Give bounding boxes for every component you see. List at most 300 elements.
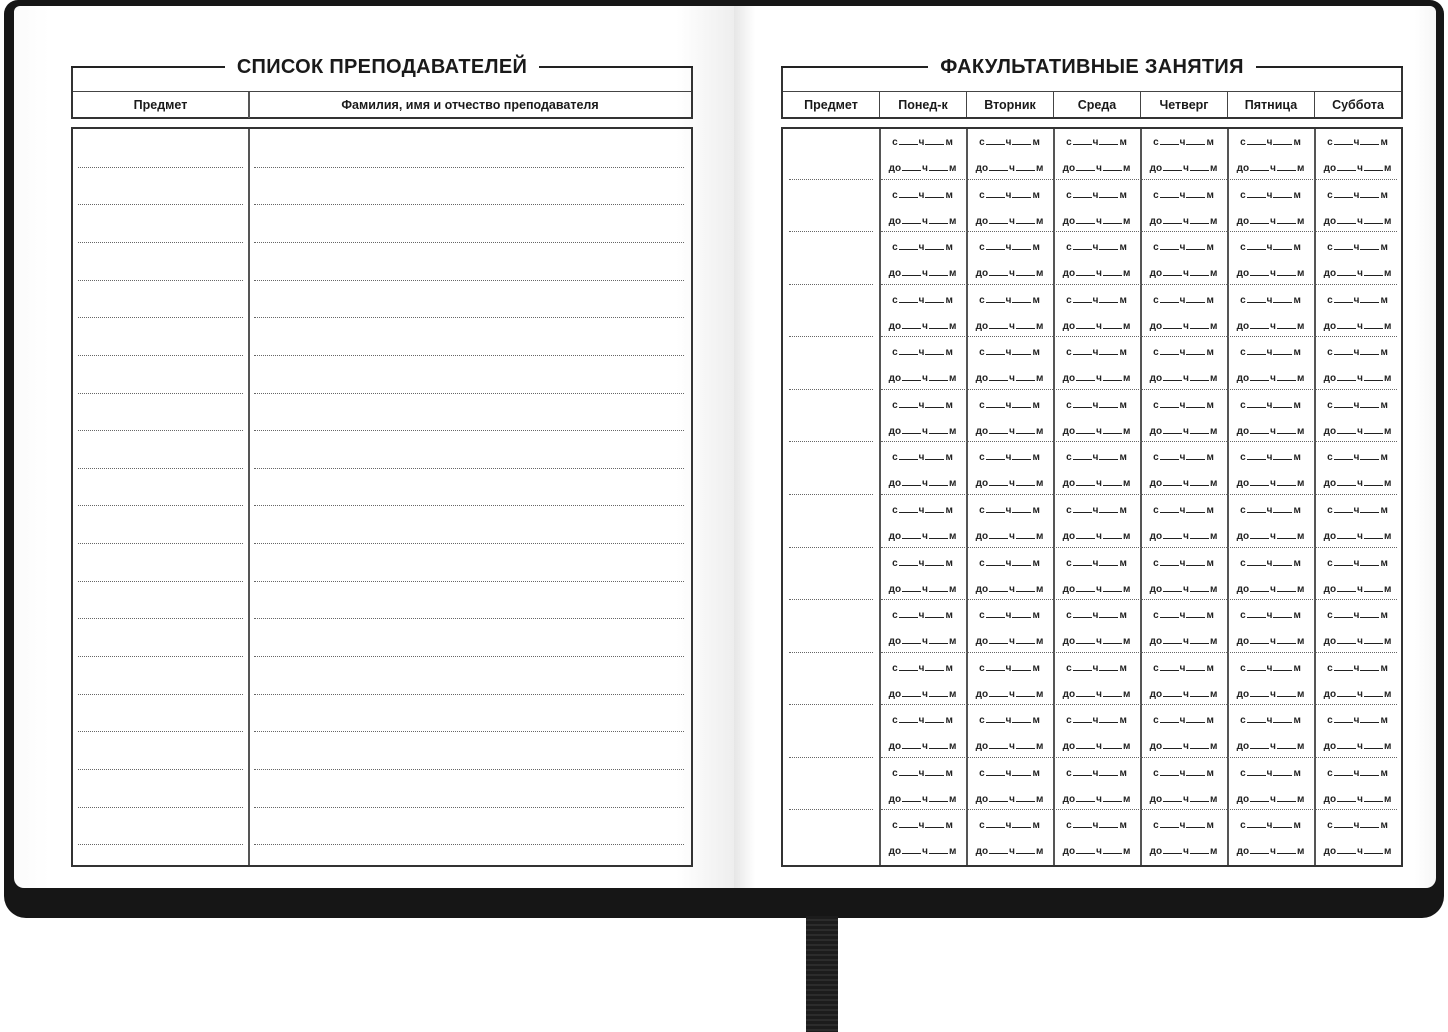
- minutes-blank[interactable]: [1103, 584, 1122, 592]
- minutes-blank[interactable]: [1277, 478, 1296, 486]
- hours-blank[interactable]: [1076, 741, 1095, 749]
- hours-blank[interactable]: [1247, 347, 1266, 355]
- hours-blank[interactable]: [1247, 663, 1266, 671]
- minutes-blank[interactable]: [925, 242, 944, 250]
- minutes-blank[interactable]: [929, 426, 948, 434]
- hours-blank[interactable]: [1163, 478, 1182, 486]
- subject-write-line[interactable]: [78, 656, 243, 657]
- subject-write-line[interactable]: [78, 355, 243, 356]
- time-slot[interactable]: [1227, 137, 1314, 174]
- time-slot[interactable]: [879, 820, 966, 857]
- time-slot[interactable]: [966, 452, 1053, 489]
- minutes-blank[interactable]: [1360, 558, 1379, 566]
- hours-blank[interactable]: [989, 321, 1008, 329]
- minutes-blank[interactable]: [1360, 452, 1379, 460]
- hours-blank[interactable]: [899, 242, 918, 250]
- minutes-blank[interactable]: [1186, 137, 1205, 145]
- time-slot[interactable]: [1314, 347, 1401, 384]
- hours-blank[interactable]: [1334, 820, 1353, 828]
- time-slot[interactable]: [1227, 347, 1314, 384]
- minutes-blank[interactable]: [1360, 347, 1379, 355]
- time-slot[interactable]: [879, 663, 966, 700]
- hours-blank[interactable]: [1250, 846, 1269, 854]
- minutes-blank[interactable]: [929, 794, 948, 802]
- hours-blank[interactable]: [1163, 373, 1182, 381]
- hours-blank[interactable]: [989, 373, 1008, 381]
- hours-blank[interactable]: [1160, 400, 1179, 408]
- minutes-blank[interactable]: [1012, 295, 1031, 303]
- hours-blank[interactable]: [1247, 295, 1266, 303]
- minutes-blank[interactable]: [1273, 610, 1292, 618]
- time-slot[interactable]: [1053, 190, 1140, 227]
- minutes-blank[interactable]: [1186, 400, 1205, 408]
- minutes-blank[interactable]: [1186, 242, 1205, 250]
- hours-blank[interactable]: [1334, 558, 1353, 566]
- minutes-blank[interactable]: [1103, 268, 1122, 276]
- time-slot[interactable]: [1227, 820, 1314, 857]
- hours-blank[interactable]: [902, 426, 921, 434]
- minutes-blank[interactable]: [1273, 242, 1292, 250]
- time-slot[interactable]: [1227, 242, 1314, 279]
- time-slot[interactable]: [966, 663, 1053, 700]
- time-slot[interactable]: [966, 295, 1053, 332]
- time-slot[interactable]: [1140, 558, 1227, 595]
- hours-blank[interactable]: [1250, 794, 1269, 802]
- hours-blank[interactable]: [986, 663, 1005, 671]
- minutes-blank[interactable]: [1364, 426, 1383, 434]
- hours-blank[interactable]: [989, 531, 1008, 539]
- hours-blank[interactable]: [1250, 741, 1269, 749]
- minutes-blank[interactable]: [1186, 295, 1205, 303]
- hours-blank[interactable]: [1337, 216, 1356, 224]
- hours-blank[interactable]: [902, 268, 921, 276]
- time-slot[interactable]: [1314, 820, 1401, 857]
- minutes-blank[interactable]: [929, 846, 948, 854]
- minutes-blank[interactable]: [1186, 610, 1205, 618]
- time-slot[interactable]: [879, 190, 966, 227]
- minutes-blank[interactable]: [925, 610, 944, 618]
- minutes-blank[interactable]: [1099, 768, 1118, 776]
- hours-blank[interactable]: [989, 478, 1008, 486]
- minutes-blank[interactable]: [1190, 373, 1209, 381]
- minutes-blank[interactable]: [1360, 663, 1379, 671]
- hours-blank[interactable]: [902, 321, 921, 329]
- hours-blank[interactable]: [1334, 715, 1353, 723]
- hours-blank[interactable]: [1076, 636, 1095, 644]
- hours-blank[interactable]: [989, 426, 1008, 434]
- subject-write-line[interactable]: [78, 167, 243, 168]
- time-slot[interactable]: [1227, 400, 1314, 437]
- time-slot[interactable]: [966, 610, 1053, 647]
- hours-blank[interactable]: [1247, 400, 1266, 408]
- minutes-blank[interactable]: [929, 636, 948, 644]
- hours-blank[interactable]: [986, 190, 1005, 198]
- time-slot[interactable]: [1053, 558, 1140, 595]
- time-slot[interactable]: [879, 452, 966, 489]
- hours-blank[interactable]: [1334, 400, 1353, 408]
- minutes-blank[interactable]: [1099, 610, 1118, 618]
- time-slot[interactable]: [1314, 295, 1401, 332]
- minutes-blank[interactable]: [1016, 846, 1035, 854]
- subject-write-line[interactable]: [78, 505, 243, 506]
- hours-blank[interactable]: [899, 558, 918, 566]
- hours-blank[interactable]: [899, 715, 918, 723]
- time-slot[interactable]: [1314, 242, 1401, 279]
- hours-blank[interactable]: [1076, 321, 1095, 329]
- hours-blank[interactable]: [1160, 295, 1179, 303]
- hours-blank[interactable]: [1160, 190, 1179, 198]
- hours-blank[interactable]: [1073, 820, 1092, 828]
- minutes-blank[interactable]: [929, 741, 948, 749]
- minutes-blank[interactable]: [1273, 137, 1292, 145]
- hours-blank[interactable]: [1247, 768, 1266, 776]
- hours-blank[interactable]: [1076, 846, 1095, 854]
- minutes-blank[interactable]: [925, 452, 944, 460]
- minutes-blank[interactable]: [1364, 531, 1383, 539]
- minutes-blank[interactable]: [1103, 636, 1122, 644]
- minutes-blank[interactable]: [1277, 321, 1296, 329]
- minutes-blank[interactable]: [1103, 689, 1122, 697]
- hours-blank[interactable]: [1337, 636, 1356, 644]
- hours-blank[interactable]: [1247, 137, 1266, 145]
- hours-blank[interactable]: [902, 478, 921, 486]
- minutes-blank[interactable]: [1190, 741, 1209, 749]
- hours-blank[interactable]: [986, 452, 1005, 460]
- minutes-blank[interactable]: [1099, 347, 1118, 355]
- teacher-write-line[interactable]: [254, 618, 684, 619]
- hours-blank[interactable]: [986, 347, 1005, 355]
- teacher-write-line[interactable]: [254, 167, 684, 168]
- minutes-blank[interactable]: [1273, 820, 1292, 828]
- hours-blank[interactable]: [1250, 531, 1269, 539]
- minutes-blank[interactable]: [929, 268, 948, 276]
- minutes-blank[interactable]: [1190, 426, 1209, 434]
- subject-write-line[interactable]: [789, 704, 873, 705]
- minutes-blank[interactable]: [1190, 478, 1209, 486]
- time-slot[interactable]: [1227, 610, 1314, 647]
- minutes-blank[interactable]: [1273, 558, 1292, 566]
- minutes-blank[interactable]: [1360, 295, 1379, 303]
- time-slot[interactable]: [1053, 400, 1140, 437]
- minutes-blank[interactable]: [1012, 558, 1031, 566]
- teacher-write-line[interactable]: [254, 430, 684, 431]
- hours-blank[interactable]: [1160, 768, 1179, 776]
- time-slot[interactable]: [1140, 400, 1227, 437]
- minutes-blank[interactable]: [1186, 452, 1205, 460]
- minutes-blank[interactable]: [1099, 663, 1118, 671]
- minutes-blank[interactable]: [1277, 636, 1296, 644]
- hours-blank[interactable]: [989, 689, 1008, 697]
- minutes-blank[interactable]: [925, 768, 944, 776]
- time-slot[interactable]: [1053, 347, 1140, 384]
- minutes-blank[interactable]: [1360, 137, 1379, 145]
- subject-write-line[interactable]: [78, 731, 243, 732]
- time-slot[interactable]: [1140, 505, 1227, 542]
- hours-blank[interactable]: [902, 531, 921, 539]
- time-slot[interactable]: [1053, 610, 1140, 647]
- minutes-blank[interactable]: [925, 347, 944, 355]
- hours-blank[interactable]: [1250, 584, 1269, 592]
- hours-blank[interactable]: [899, 452, 918, 460]
- hours-blank[interactable]: [1247, 452, 1266, 460]
- hours-blank[interactable]: [1250, 426, 1269, 434]
- hours-blank[interactable]: [1337, 741, 1356, 749]
- teacher-write-line[interactable]: [254, 280, 684, 281]
- minutes-blank[interactable]: [1360, 505, 1379, 513]
- hours-blank[interactable]: [1163, 531, 1182, 539]
- time-slot[interactable]: [966, 820, 1053, 857]
- minutes-blank[interactable]: [1273, 347, 1292, 355]
- teacher-write-line[interactable]: [254, 355, 684, 356]
- subject-write-line[interactable]: [78, 317, 243, 318]
- minutes-blank[interactable]: [1273, 505, 1292, 513]
- minutes-blank[interactable]: [1273, 190, 1292, 198]
- minutes-blank[interactable]: [1099, 505, 1118, 513]
- hours-blank[interactable]: [899, 505, 918, 513]
- teacher-write-line[interactable]: [254, 317, 684, 318]
- minutes-blank[interactable]: [1277, 426, 1296, 434]
- subject-write-line[interactable]: [78, 581, 243, 582]
- minutes-blank[interactable]: [1016, 216, 1035, 224]
- hours-blank[interactable]: [902, 846, 921, 854]
- time-slot[interactable]: [1053, 820, 1140, 857]
- hours-blank[interactable]: [1334, 242, 1353, 250]
- hours-blank[interactable]: [1076, 531, 1095, 539]
- hours-blank[interactable]: [1337, 794, 1356, 802]
- minutes-blank[interactable]: [1277, 689, 1296, 697]
- hours-blank[interactable]: [1160, 347, 1179, 355]
- minutes-blank[interactable]: [1012, 347, 1031, 355]
- minutes-blank[interactable]: [1103, 216, 1122, 224]
- hours-blank[interactable]: [1160, 663, 1179, 671]
- hours-blank[interactable]: [902, 636, 921, 644]
- time-slot[interactable]: [1227, 715, 1314, 752]
- minutes-blank[interactable]: [1012, 400, 1031, 408]
- minutes-blank[interactable]: [1190, 846, 1209, 854]
- minutes-blank[interactable]: [1103, 163, 1122, 171]
- minutes-blank[interactable]: [929, 584, 948, 592]
- subject-write-line[interactable]: [789, 757, 873, 758]
- minutes-blank[interactable]: [1277, 794, 1296, 802]
- hours-blank[interactable]: [1160, 558, 1179, 566]
- minutes-blank[interactable]: [1360, 820, 1379, 828]
- time-slot[interactable]: [1314, 137, 1401, 174]
- time-slot[interactable]: [1227, 558, 1314, 595]
- minutes-blank[interactable]: [1273, 715, 1292, 723]
- hours-blank[interactable]: [986, 295, 1005, 303]
- teacher-write-line[interactable]: [254, 505, 684, 506]
- hours-blank[interactable]: [902, 216, 921, 224]
- subject-write-line[interactable]: [78, 543, 243, 544]
- hours-blank[interactable]: [1073, 137, 1092, 145]
- minutes-blank[interactable]: [1099, 715, 1118, 723]
- time-slot[interactable]: [966, 505, 1053, 542]
- minutes-blank[interactable]: [1012, 820, 1031, 828]
- minutes-blank[interactable]: [1012, 768, 1031, 776]
- hours-blank[interactable]: [1337, 531, 1356, 539]
- time-slot[interactable]: [966, 558, 1053, 595]
- hours-blank[interactable]: [1160, 452, 1179, 460]
- time-slot[interactable]: [879, 715, 966, 752]
- time-slot[interactable]: [1053, 295, 1140, 332]
- hours-blank[interactable]: [1073, 190, 1092, 198]
- minutes-blank[interactable]: [925, 190, 944, 198]
- time-slot[interactable]: [1053, 452, 1140, 489]
- minutes-blank[interactable]: [1277, 584, 1296, 592]
- minutes-blank[interactable]: [925, 137, 944, 145]
- hours-blank[interactable]: [1250, 373, 1269, 381]
- minutes-blank[interactable]: [1364, 741, 1383, 749]
- hours-blank[interactable]: [1247, 558, 1266, 566]
- subject-write-line[interactable]: [78, 468, 243, 469]
- time-slot[interactable]: [1314, 400, 1401, 437]
- hours-blank[interactable]: [1163, 584, 1182, 592]
- time-slot[interactable]: [879, 610, 966, 647]
- minutes-blank[interactable]: [1190, 163, 1209, 171]
- minutes-blank[interactable]: [1099, 820, 1118, 828]
- hours-blank[interactable]: [899, 768, 918, 776]
- teacher-write-line[interactable]: [254, 543, 684, 544]
- subject-write-line[interactable]: [789, 652, 873, 653]
- hours-blank[interactable]: [1073, 505, 1092, 513]
- minutes-blank[interactable]: [1103, 321, 1122, 329]
- hours-blank[interactable]: [1163, 689, 1182, 697]
- hours-blank[interactable]: [1163, 321, 1182, 329]
- subject-write-line[interactable]: [78, 844, 243, 845]
- minutes-blank[interactable]: [1364, 163, 1383, 171]
- hours-blank[interactable]: [1250, 689, 1269, 697]
- time-slot[interactable]: [1140, 820, 1227, 857]
- minutes-blank[interactable]: [1186, 768, 1205, 776]
- minutes-blank[interactable]: [925, 663, 944, 671]
- hours-blank[interactable]: [1337, 689, 1356, 697]
- minutes-blank[interactable]: [1016, 689, 1035, 697]
- time-slot[interactable]: [879, 400, 966, 437]
- minutes-blank[interactable]: [1103, 531, 1122, 539]
- hours-blank[interactable]: [1337, 163, 1356, 171]
- time-slot[interactable]: [879, 558, 966, 595]
- minutes-blank[interactable]: [929, 163, 948, 171]
- time-slot[interactable]: [1053, 663, 1140, 700]
- hours-blank[interactable]: [1073, 295, 1092, 303]
- time-slot[interactable]: [879, 242, 966, 279]
- minutes-blank[interactable]: [1103, 373, 1122, 381]
- minutes-blank[interactable]: [1364, 846, 1383, 854]
- minutes-blank[interactable]: [1186, 347, 1205, 355]
- hours-blank[interactable]: [1160, 242, 1179, 250]
- minutes-blank[interactable]: [1016, 478, 1035, 486]
- minutes-blank[interactable]: [1099, 295, 1118, 303]
- subject-write-line[interactable]: [78, 393, 243, 394]
- subject-write-line[interactable]: [78, 618, 243, 619]
- hours-blank[interactable]: [1247, 242, 1266, 250]
- minutes-blank[interactable]: [1012, 610, 1031, 618]
- minutes-blank[interactable]: [1016, 163, 1035, 171]
- time-slot[interactable]: [879, 768, 966, 805]
- hours-blank[interactable]: [986, 715, 1005, 723]
- hours-blank[interactable]: [1250, 163, 1269, 171]
- hours-blank[interactable]: [1073, 663, 1092, 671]
- hours-blank[interactable]: [986, 558, 1005, 566]
- hours-blank[interactable]: [989, 636, 1008, 644]
- hours-blank[interactable]: [1334, 663, 1353, 671]
- minutes-blank[interactable]: [1360, 190, 1379, 198]
- minutes-blank[interactable]: [1360, 610, 1379, 618]
- minutes-blank[interactable]: [1186, 820, 1205, 828]
- hours-blank[interactable]: [1076, 373, 1095, 381]
- time-slot[interactable]: [1140, 715, 1227, 752]
- hours-blank[interactable]: [1337, 846, 1356, 854]
- hours-blank[interactable]: [986, 820, 1005, 828]
- subject-write-line[interactable]: [789, 441, 873, 442]
- time-slot[interactable]: [1227, 295, 1314, 332]
- hours-blank[interactable]: [902, 741, 921, 749]
- hours-blank[interactable]: [1076, 478, 1095, 486]
- teacher-write-line[interactable]: [254, 694, 684, 695]
- time-slot[interactable]: [1314, 610, 1401, 647]
- hours-blank[interactable]: [989, 741, 1008, 749]
- time-slot[interactable]: [1140, 242, 1227, 279]
- minutes-blank[interactable]: [1190, 321, 1209, 329]
- teacher-write-line[interactable]: [254, 769, 684, 770]
- subject-write-line[interactable]: [78, 769, 243, 770]
- time-slot[interactable]: [1314, 663, 1401, 700]
- hours-blank[interactable]: [899, 610, 918, 618]
- time-slot[interactable]: [966, 347, 1053, 384]
- minutes-blank[interactable]: [1273, 768, 1292, 776]
- time-slot[interactable]: [1140, 190, 1227, 227]
- minutes-blank[interactable]: [1103, 794, 1122, 802]
- subject-write-line[interactable]: [78, 807, 243, 808]
- hours-blank[interactable]: [1337, 373, 1356, 381]
- hours-blank[interactable]: [1334, 295, 1353, 303]
- hours-blank[interactable]: [1334, 452, 1353, 460]
- time-slot[interactable]: [879, 295, 966, 332]
- time-slot[interactable]: [1227, 452, 1314, 489]
- time-slot[interactable]: [1140, 452, 1227, 489]
- time-slot[interactable]: [1227, 663, 1314, 700]
- minutes-blank[interactable]: [1277, 741, 1296, 749]
- minutes-blank[interactable]: [1103, 426, 1122, 434]
- minutes-blank[interactable]: [1186, 505, 1205, 513]
- minutes-blank[interactable]: [1273, 663, 1292, 671]
- hours-blank[interactable]: [1250, 268, 1269, 276]
- hours-blank[interactable]: [1160, 715, 1179, 723]
- hours-blank[interactable]: [1076, 163, 1095, 171]
- minutes-blank[interactable]: [1016, 531, 1035, 539]
- minutes-blank[interactable]: [1099, 190, 1118, 198]
- subject-write-line[interactable]: [78, 242, 243, 243]
- subject-write-line[interactable]: [789, 284, 873, 285]
- hours-blank[interactable]: [1337, 426, 1356, 434]
- time-slot[interactable]: [879, 347, 966, 384]
- minutes-blank[interactable]: [1190, 636, 1209, 644]
- minutes-blank[interactable]: [1190, 268, 1209, 276]
- hours-blank[interactable]: [1247, 715, 1266, 723]
- hours-blank[interactable]: [986, 505, 1005, 513]
- minutes-blank[interactable]: [1012, 137, 1031, 145]
- time-slot[interactable]: [1140, 137, 1227, 174]
- hours-blank[interactable]: [1247, 610, 1266, 618]
- hours-blank[interactable]: [1073, 347, 1092, 355]
- minutes-blank[interactable]: [1364, 268, 1383, 276]
- hours-blank[interactable]: [1163, 794, 1182, 802]
- minutes-blank[interactable]: [1099, 137, 1118, 145]
- minutes-blank[interactable]: [1016, 584, 1035, 592]
- hours-blank[interactable]: [986, 768, 1005, 776]
- hours-blank[interactable]: [986, 137, 1005, 145]
- minutes-blank[interactable]: [929, 373, 948, 381]
